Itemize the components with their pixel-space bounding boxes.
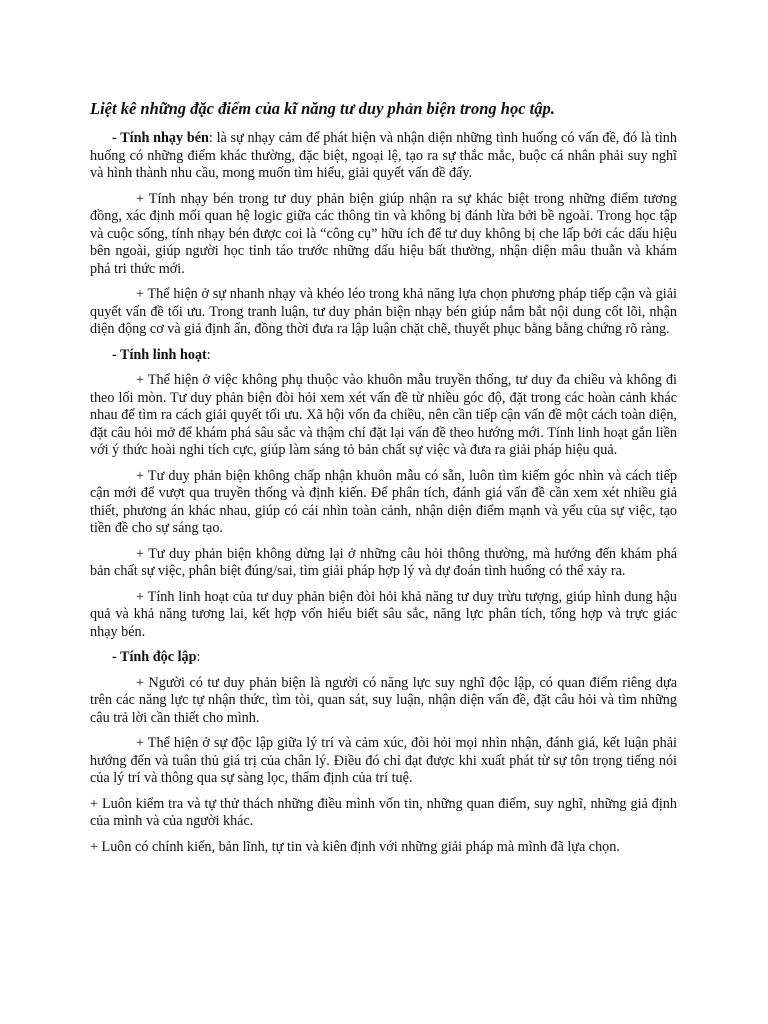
paragraph: + Tính nhạy bén trong tư duy phản biện giúp nhận ra sự khác biệt trong những điểm tương đồng, xác định mối quan hệ logic giữa các thông tin và không bị đánh lừa bởi bề ngoài. Trong học tập và cuộc sống, tính nhạy bén được coi là “công cụ” hữu ích để tư duy không bị che lấp bởi các dấu hiệu bên ngoài, giúp người học tỉnh táo trước những dấu hiệu bất thường, nhận diện mâu thuẫn và khám phá tri thức mới. xyxy=(90,190,677,277)
paragraph: + Thể hiện ở việc không phụ thuộc vào khuôn mẫu truyền thống, tư duy đa chiều và không đi theo lối mòn. Tư duy phản biện đòi hỏi xem xét vấn đề từ nhiều góc độ, đặt trong các hoàn cảnh khác nhau để tìm ra cách giải quyết tối ưu. Xã hội vốn đa chiều, nên cần tiếp cận vấn đề một cách toàn diện, đặt câu hỏi mở để khám phá sâu sắc và thậm chí đặt lại vấn đề theo hướng mới. Tính linh hoạt gắn liền với ý thức hoài nghi tích cực, giúp làm sáng tỏ bản chất sự việc và đưa ra giải pháp hiệu quả. xyxy=(90,372,677,458)
section-heading-text: : xyxy=(206,346,211,363)
section-flexibility-intro xyxy=(90,347,677,365)
paragraph: + Tư duy phản biện không chấp nhận khuôn mẫu có sẵn, luôn tìm kiếm góc nhìn và cách tiếp cận mới để vượt qua truyền thống và định kiến. Để phân tích, đánh giá vấn đề cần xem xét nhiều giả thiết, phương án khác nhau, giúp có cái nhìn toàn cảnh, nhận diện điểm mạnh và yếu của sự việc, tạo tiền đề cho sự sáng tạo. xyxy=(90,467,677,536)
section-heading-sensitivity: Tính nhạy bén xyxy=(120,130,209,146)
document-title: Liệt kê những đặc điểm của kĩ năng tư duy phản biện trong học tập. xyxy=(90,99,555,118)
paragraph: + Tư duy phản biện không dừng lại ở những câu hỏi thông thường, mà hướng đến khám phá bản chất sự việc, phân biệt đúng/sai, tìm giải pháp hợp lý và dự đoán tình huống có thể xảy ra. xyxy=(90,545,677,579)
paragraph: + Thể hiện ở sự độc lập giữa lý trí và cảm xúc, đòi hỏi mọi nhìn nhận, đánh giá, kết luận phải hướng đến và tuân thủ giá trị của chân lý. Điều đó chỉ đạt được khi xuất phát từ sự tôn trọng tiếng nói của lý trí và thông qua sự sàng lọc, thẩm định của trí tuệ. xyxy=(90,735,677,786)
section-independence-intro xyxy=(90,649,677,667)
section-heading-flexibility: Tính linh hoạt xyxy=(120,346,207,363)
section-heading-independence: Tính độc lập xyxy=(120,649,197,665)
closing-item: + Luôn kiểm tra và tự thử thách những điều mình vốn tin, những quan điểm, suy nghĩ, những giả định của mình và của người khác. xyxy=(90,795,677,829)
paragraph: + Thể hiện ở sự nhanh nhạy và khéo léo trong khả năng lựa chọn phương pháp tiếp cận và giải quyết vấn đề tối ưu. Trong tranh luận, tư duy phản biện nhạy bén giúp nắm bắt nội dung cốt lõi, nhận diện động cơ và giả định ẩn, đồng thời đưa ra lập luận chặt chẽ, thuyết phục bằng bằng chứng rõ ràng. xyxy=(90,286,677,337)
section-heading-text: : là sự nhạy cảm để phát hiện và nhận diện những tình huống có vấn đề, đó là tình huống có những điểm khác thường, đặc biệt, ngoại lệ, tạo ra sự thắc mắc, buộc cá nhân phải suy nghĩ và hình thành nhu cầu, mong muốn tìm hiểu, giải quyết vấn đề đấy. xyxy=(90,130,677,181)
section-heading-prefix: - xyxy=(112,649,121,665)
section-heading-prefix: - xyxy=(112,346,121,363)
paragraph: + Tính linh hoạt của tư duy phản biện đòi hỏi khả năng tư duy trừu tượng, giúp hình dung hậu quả và khả năng tương lai, kết hợp vốn hiểu biết sâu sắc, năng lực phân tích, tổng hợp và trực giác nhạy bén. xyxy=(90,588,677,640)
section-heading-text: : xyxy=(196,649,201,665)
closing-item: + Luôn có chính kiến, bản lĩnh, tự tin và kiên định với những giải pháp mà mình đã lựa chọn. xyxy=(90,838,620,855)
paragraph: + Người có tư duy phản biện là người có năng lực suy nghĩ độc lập, có quan điểm riêng dựa trên các năng lực tự nhận thức, tìm tòi, quan sát, suy luận, nhận diện vấn đề, đặt câu hỏi và tìm những câu trả lời cần thiết cho mình. xyxy=(90,674,677,726)
section-sensitivity-intro xyxy=(90,130,677,183)
section-heading-prefix: - xyxy=(112,130,121,146)
